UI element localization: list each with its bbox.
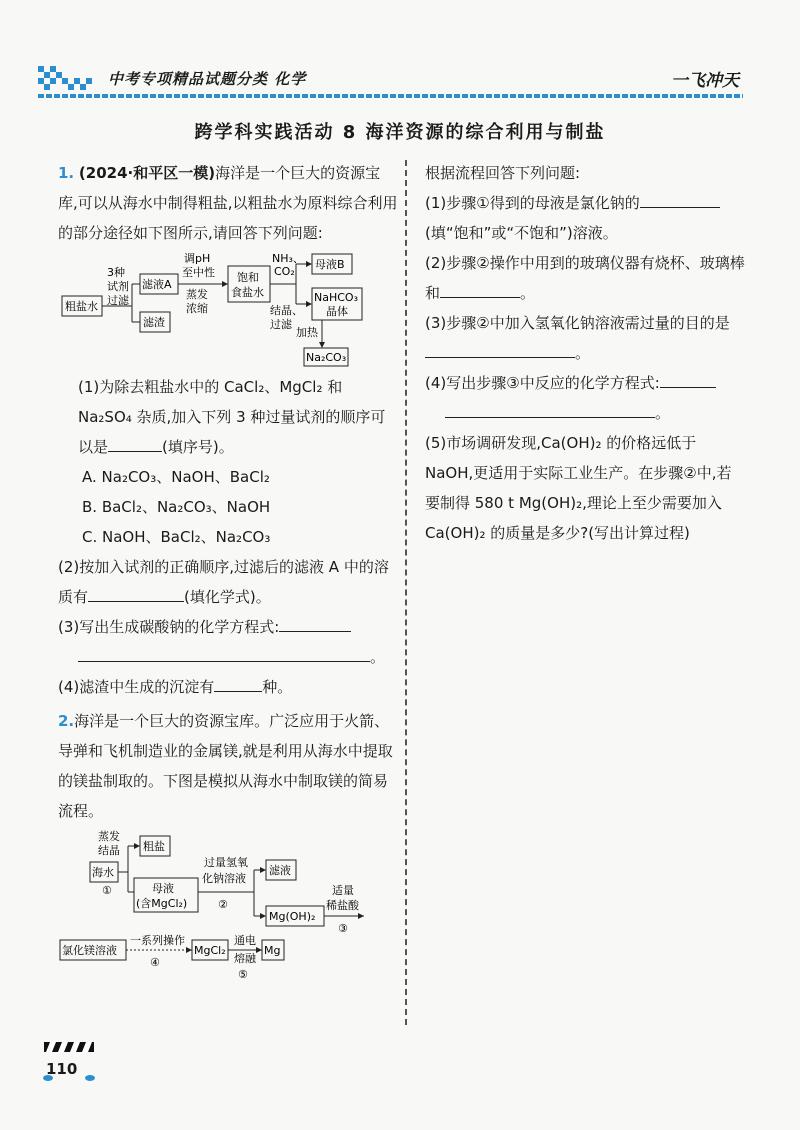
q2-stem-text: 海洋是一个巨大的资源宝库。广泛应用于火箭、导弹和飞机制造业的金属镁,就是利用从海水中提取的镁盐制取的。下图是模拟从海水中制取镁的简易流程。 <box>58 712 393 820</box>
page-title: 跨学科实践活动 8 海洋资源的综合利用与制盐 <box>194 122 606 143</box>
q1-sub3-answer-blank[interactable] <box>279 613 351 632</box>
acid-label-1: 适量 <box>332 884 354 897</box>
ph-label-1: 调pH <box>184 252 211 265</box>
heat-label: 加热 <box>296 326 318 339</box>
mother-liquor-label-1: 母液 <box>152 882 174 895</box>
q2-sub1-text: (1)步骤①得到的母液是氯化钠的 <box>425 194 640 212</box>
left-column <box>58 158 398 980</box>
q2-sub2-answer-blank[interactable] <box>440 279 520 298</box>
q1-stem <box>58 158 398 248</box>
q1-sub2 <box>58 552 398 612</box>
mgcl2-label: MgCl₂ <box>194 944 226 957</box>
step-3-marker: ③ <box>338 922 348 935</box>
q2-sub1 <box>425 188 745 248</box>
evaporate-label-2: 结晶 <box>98 844 120 857</box>
q2-sub4-text: (4)写出步骤③中反应的化学方程式: <box>425 374 660 392</box>
q1-option-a: A. Na₂CO₃、NaOH、BaCl₂ <box>82 468 270 486</box>
ph-label-2: 至中性 <box>182 266 215 279</box>
q1-sub1-answer-blank[interactable] <box>108 433 162 452</box>
evap-label-2: 浓缩 <box>186 302 208 315</box>
q1-sub3-answer-blank-2[interactable] <box>78 643 370 662</box>
q2-flow-diagram <box>62 830 368 981</box>
step-1-marker: ① <box>102 884 112 897</box>
seawater-label: 海水 <box>92 866 114 879</box>
electrolysis-label-2: 熔融 <box>234 952 256 965</box>
crude-brine-label: 粗盐水 <box>65 300 98 313</box>
q1-number: 1. <box>58 164 75 182</box>
crude-salt-label: 粗盐 <box>143 840 165 853</box>
brand-logo: 一飞冲天 <box>671 71 739 91</box>
q2-sub1-answer-blank[interactable] <box>640 189 720 208</box>
q2-sub2-text: (2)步骤②操作中用到的玻璃仪器有烧杯、玻璃棒和 <box>425 254 745 302</box>
saturated-label-2: 食盐水 <box>231 286 264 299</box>
evaporate-label-1: 蒸发 <box>98 830 120 843</box>
q1-sub4-answer-blank[interactable] <box>214 673 262 692</box>
q2-sub4 <box>425 368 745 398</box>
q2-sub3 <box>425 308 745 368</box>
column-divider <box>405 160 407 1025</box>
reagent-label-1: 3种 <box>107 266 125 279</box>
q1-sub4-text: (4)滤渣中生成的沉淀有 <box>58 678 215 696</box>
q1-option-c: C. NaOH、BaCl₂、Na₂CO₃ <box>82 528 271 546</box>
q2-sub3-text: (3)步骤②中加入氢氧化钠溶液需过量的目的是 <box>425 314 730 332</box>
cryst-label-2: 过滤 <box>270 318 292 331</box>
q2-sub4-line2: 。 <box>425 398 745 428</box>
mother-liquor-label-2: (含MgCl₂) <box>136 897 188 910</box>
q2-stem <box>58 706 398 826</box>
q1-source: (2024·和平区一模) <box>78 164 216 182</box>
nahco3-label-1: NaHCO₃ <box>314 291 358 304</box>
step-5-marker: ⑤ <box>238 968 248 981</box>
q1-sub2-answer-blank[interactable] <box>88 583 184 602</box>
naoh-label-2: 化钠溶液 <box>202 872 246 885</box>
q2-sub4-answer-blank-2[interactable] <box>445 399 655 418</box>
na2co3-label: Na₂CO₃ <box>306 351 347 364</box>
q1-sub1 <box>58 372 398 462</box>
q1-sub1-tail: (填序号)。 <box>162 438 234 456</box>
mgoh2-label: Mg(OH)₂ <box>269 910 316 923</box>
q2-sub1-tail: (填“饱和”或“不饱和”)溶液。 <box>425 224 618 242</box>
header-rule <box>38 94 743 98</box>
filtrate-label: 滤液 <box>269 864 291 877</box>
electrolysis-label-1: 通电 <box>234 934 256 947</box>
page-header <box>38 60 743 100</box>
q1-stem-text: 海洋是一个巨大的资源宝库,可以从海水中制得粗盐,以粗盐水为原料综合利用的部分途径如下图所示,请回答下列问题: <box>58 164 398 242</box>
q2-sub2 <box>425 248 745 308</box>
residue-label: 滤渣 <box>143 316 165 329</box>
filtrate-a-label: 滤液A <box>142 278 172 291</box>
naoh-label-1: 过量氢氧 <box>204 856 248 869</box>
q2-sub3-answer-blank[interactable] <box>425 339 575 358</box>
mg-label: Mg <box>264 944 281 957</box>
acid-label-2: 稀盐酸 <box>326 899 359 912</box>
q1-sub1-text: (1)为除去粗盐水中的 CaCl₂、MgCl₂ 和 Na₂SO₄ 杂质,加入下列 3 种过量试剂的顺序可以是 <box>78 378 386 456</box>
mother-b-label: 母液B <box>315 258 345 271</box>
q2-sub4-answer-blank[interactable] <box>660 369 716 388</box>
gas-label-1: NH₃、 <box>272 252 304 265</box>
q2-sub2-tail: 。 <box>520 284 536 302</box>
right-column <box>425 158 745 548</box>
nahco3-label-2: 晶体 <box>326 305 348 318</box>
q2-number: 2. <box>58 712 75 730</box>
mgcl2-solution-label: 氯化镁溶液 <box>62 944 117 957</box>
page-number: 110 <box>46 1060 78 1078</box>
q1-sub2-text: (2)按加入试剂的正确顺序,过滤后的滤液 A 中的溶质有 <box>58 558 389 606</box>
series-ops-label: 一系列操作 <box>130 934 185 947</box>
q1-sub4 <box>58 672 398 702</box>
cryst-label-1: 结晶、 <box>270 304 303 317</box>
evap-label-1: 蒸发 <box>186 288 208 301</box>
q1-sub3-line2: 。 <box>58 642 398 672</box>
series-title: 中考专项精品试题分类 化学 <box>108 70 307 88</box>
q1-sub3-text: (3)写出生成碳酸钠的化学方程式: <box>58 618 280 636</box>
q1-sub3 <box>58 612 398 642</box>
q2-sub5: (5)市场调研发现,Ca(OH)₂ 的价格远低于 NaOH,更适用于实际工业生产。在步骤②中,若要制得 580 t Mg(OH)₂,理论上至少需要加入 Ca(OH)₂ 的质量是多少?(写出计算过程) <box>425 434 732 542</box>
reagent-label-3: 过滤 <box>107 294 129 307</box>
q1-option-b: B. BaCl₂、Na₂CO₃、NaOH <box>82 498 271 516</box>
saturated-label-1: 饱和 <box>237 271 259 284</box>
gas-label-2: CO₂ <box>274 265 295 278</box>
step-4-marker: ④ <box>150 956 160 969</box>
q2-intro: 根据流程回答下列问题: <box>425 164 581 182</box>
reagent-label-2: 试剂 <box>107 280 129 293</box>
q1-flow-diagram <box>60 252 390 368</box>
step-2-marker: ② <box>218 898 228 911</box>
q1-sub4-tail: 种。 <box>262 678 293 696</box>
q2-sub3-tail: 。 <box>575 344 591 362</box>
q1-sub2-tail: (填化学式)。 <box>184 588 271 606</box>
